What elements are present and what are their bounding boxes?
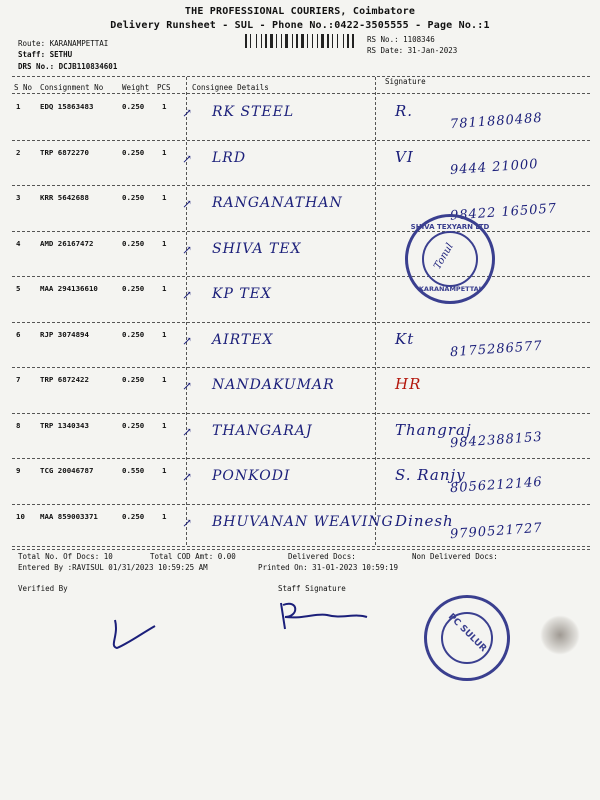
row-sno: 10 — [16, 511, 25, 521]
rs-date-value: 31-Jan-2023 — [407, 46, 458, 55]
divider — [12, 546, 590, 547]
stamp-bottom-text: KARANAMPETTAI — [418, 285, 482, 293]
company-stamp — [405, 214, 495, 304]
row-phone: 9790521727 — [449, 520, 544, 542]
row-divider — [12, 276, 590, 277]
row-consignee: BHUVANAN WEAVING — [212, 513, 394, 530]
row-consignment-no: RJP 3074894 — [40, 329, 89, 339]
row-weight: 0.250 — [122, 102, 145, 111]
column-separator — [375, 77, 376, 545]
barcode — [245, 34, 354, 48]
rs-no-value: 1108346 — [403, 35, 435, 44]
row-tick-mark: ↗ — [182, 424, 194, 439]
row-tick-mark: ↗ — [182, 242, 194, 257]
row-pcs: 1 — [162, 193, 167, 202]
row-phone: 7811880488 — [449, 110, 544, 133]
route-value: KARANAMPETTAI — [49, 39, 109, 48]
total-cod: Total COD Amt: 0.00 — [150, 552, 236, 561]
row-weight: 0.250 — [122, 375, 145, 384]
row-phone: 8056212146 — [449, 474, 544, 497]
row-tick-mark: ↗ — [182, 197, 194, 211]
printed-on: Printed On: 31-01-2023 10:59:19 — [258, 563, 398, 572]
runsheet-title: Delivery Runsheet - SUL - Phone No.:0422-3505555 - Page No.:1 — [110, 20, 490, 31]
row-sno: 4 — [16, 238, 21, 248]
row-divider — [12, 413, 590, 414]
row-sno: 5 — [16, 284, 21, 293]
row-sno: 2 — [16, 147, 21, 157]
rs-date-line — [367, 46, 457, 55]
col-pcs: PCS — [157, 83, 171, 92]
row-consignee: RK STEEL — [212, 104, 295, 120]
drs-label: DRS No.: — [18, 62, 55, 71]
row-divider — [12, 458, 590, 459]
staff-value: SETHU — [49, 50, 73, 59]
row-pcs: 1 — [162, 511, 167, 521]
row-weight: 0.250 — [122, 147, 145, 157]
row-consignment-no: TRP 1340343 — [40, 420, 89, 430]
row-tick-mark: ↗ — [182, 333, 194, 348]
row-tick-mark: ↗ — [182, 106, 194, 120]
row-signature: Kt — [395, 329, 415, 348]
staff-signature-label: Staff Signature — [278, 584, 346, 593]
route-label: Route: — [18, 39, 46, 48]
row-signature: VI — [395, 147, 414, 166]
smudge-mark — [540, 615, 580, 655]
row-pcs: 1 — [162, 284, 167, 293]
verified-by: Verified By — [18, 584, 68, 593]
row-consignee: SHIVA TEX — [212, 240, 302, 257]
row-signature: Dinesh — [395, 511, 454, 530]
row-consignee: RANGANATHAN — [212, 195, 343, 211]
row-signature: R. — [395, 102, 414, 120]
row-phone: 98422 165057 — [449, 201, 558, 224]
branch-stamp-text: PC SULUR — [445, 611, 489, 655]
row-sno: 9 — [16, 466, 21, 475]
staff-line — [18, 50, 72, 59]
row-pcs: 1 — [162, 420, 167, 430]
entered-by: Entered By :RAVISUL 01/31/2023 10:59:25 AM — [18, 563, 208, 572]
row-divider — [12, 185, 590, 186]
rs-no-line — [367, 35, 435, 44]
row-consignment-no: TCG 20046787 — [40, 466, 94, 475]
row-divider — [12, 322, 590, 323]
row-consignee: LRD — [212, 149, 247, 166]
rs-date-label: RS Date: — [367, 46, 404, 55]
branch-stamp — [424, 595, 510, 681]
row-divider — [12, 367, 590, 368]
non-delivered-docs: Non Delivered Docs: — [412, 552, 498, 561]
col-weight: Weight — [122, 83, 150, 92]
row-consignment-no: AMD 26167472 — [40, 238, 94, 248]
row-pcs: 1 — [162, 375, 167, 384]
row-weight: 0.250 — [122, 329, 145, 339]
row-consignee: THANGARAJ — [212, 422, 313, 439]
divider — [12, 76, 590, 77]
row-pcs: 1 — [162, 238, 167, 248]
rs-no-label: RS No.: — [367, 35, 399, 44]
col-signature: Signature — [385, 77, 426, 86]
row-divider — [12, 549, 590, 550]
row-consignee: KP TEX — [212, 286, 272, 302]
row-consignee: AIRTEX — [212, 331, 274, 348]
row-sno: 6 — [16, 329, 21, 339]
row-weight: 0.250 — [122, 238, 145, 248]
row-tick-mark: ↗ — [182, 151, 194, 166]
row-consignee: NANDAKUMAR — [212, 377, 335, 393]
row-pcs: 1 — [162, 329, 167, 339]
row-tick-mark: ↗ — [182, 288, 194, 302]
row-sno: 7 — [16, 375, 21, 384]
row-tick-mark: ↗ — [182, 379, 194, 393]
route-line — [18, 39, 108, 48]
total-docs: Total No. Of Docs: 10 — [18, 552, 113, 561]
verifier-signature — [105, 612, 165, 657]
row-consignment-no: TRP 6872422 — [40, 375, 89, 384]
row-consignment-no: EDQ 15863483 — [40, 102, 94, 111]
company-title: THE PROFESSIONAL COURIERS, Coimbatore — [184, 6, 416, 17]
row-consignment-no: MAA 859003371 — [40, 511, 98, 521]
row-consignment-no: TRP 6872270 — [40, 147, 89, 157]
row-consignment-no: KRR 5642688 — [40, 193, 89, 202]
row-phone: 8175286577 — [449, 338, 544, 360]
row-weight: 0.250 — [122, 511, 145, 521]
row-signature: HR — [395, 375, 422, 393]
staff-signature — [275, 595, 370, 635]
row-sno: 8 — [16, 420, 21, 430]
col-consignment: Consignment No — [40, 83, 104, 92]
row-tick-mark: ↗ — [182, 515, 194, 530]
row-weight: 0.250 — [122, 420, 145, 430]
staff-label: Staff: — [18, 50, 46, 59]
row-phone: 9842388153 — [449, 429, 544, 451]
row-weight: 0.550 — [122, 466, 145, 475]
row-consignment-no: MAA 294136610 — [40, 284, 98, 293]
row-signature: Thangraj — [395, 420, 472, 439]
stamp-top-text: SHIVA TEXYARN LTD — [410, 223, 490, 231]
delivered-docs: Delivered Docs: — [288, 552, 356, 561]
row-divider — [12, 504, 590, 505]
row-tick-mark: ↗ — [182, 470, 194, 484]
drs-value: DCJB110834601 — [58, 62, 118, 71]
row-weight: 0.250 — [122, 193, 145, 202]
row-phone: 9444 21000 — [449, 156, 539, 178]
row-consignee: PONKODI — [212, 468, 291, 484]
col-sno: S No — [14, 83, 33, 92]
divider — [12, 93, 590, 94]
col-consignee: Consignee Details — [192, 83, 269, 92]
row-pcs: 1 — [162, 466, 167, 475]
row-sno: 1 — [16, 102, 21, 111]
row-weight: 0.250 — [122, 284, 145, 293]
row-pcs: 1 — [162, 102, 167, 111]
row-sno: 3 — [16, 193, 21, 202]
drs-line — [18, 62, 117, 71]
row-pcs: 1 — [162, 147, 167, 157]
row-signature: S. Ranjy — [395, 466, 466, 484]
stamp-signature: Tonul — [432, 241, 456, 272]
row-divider — [12, 140, 590, 141]
row-divider — [12, 231, 590, 232]
